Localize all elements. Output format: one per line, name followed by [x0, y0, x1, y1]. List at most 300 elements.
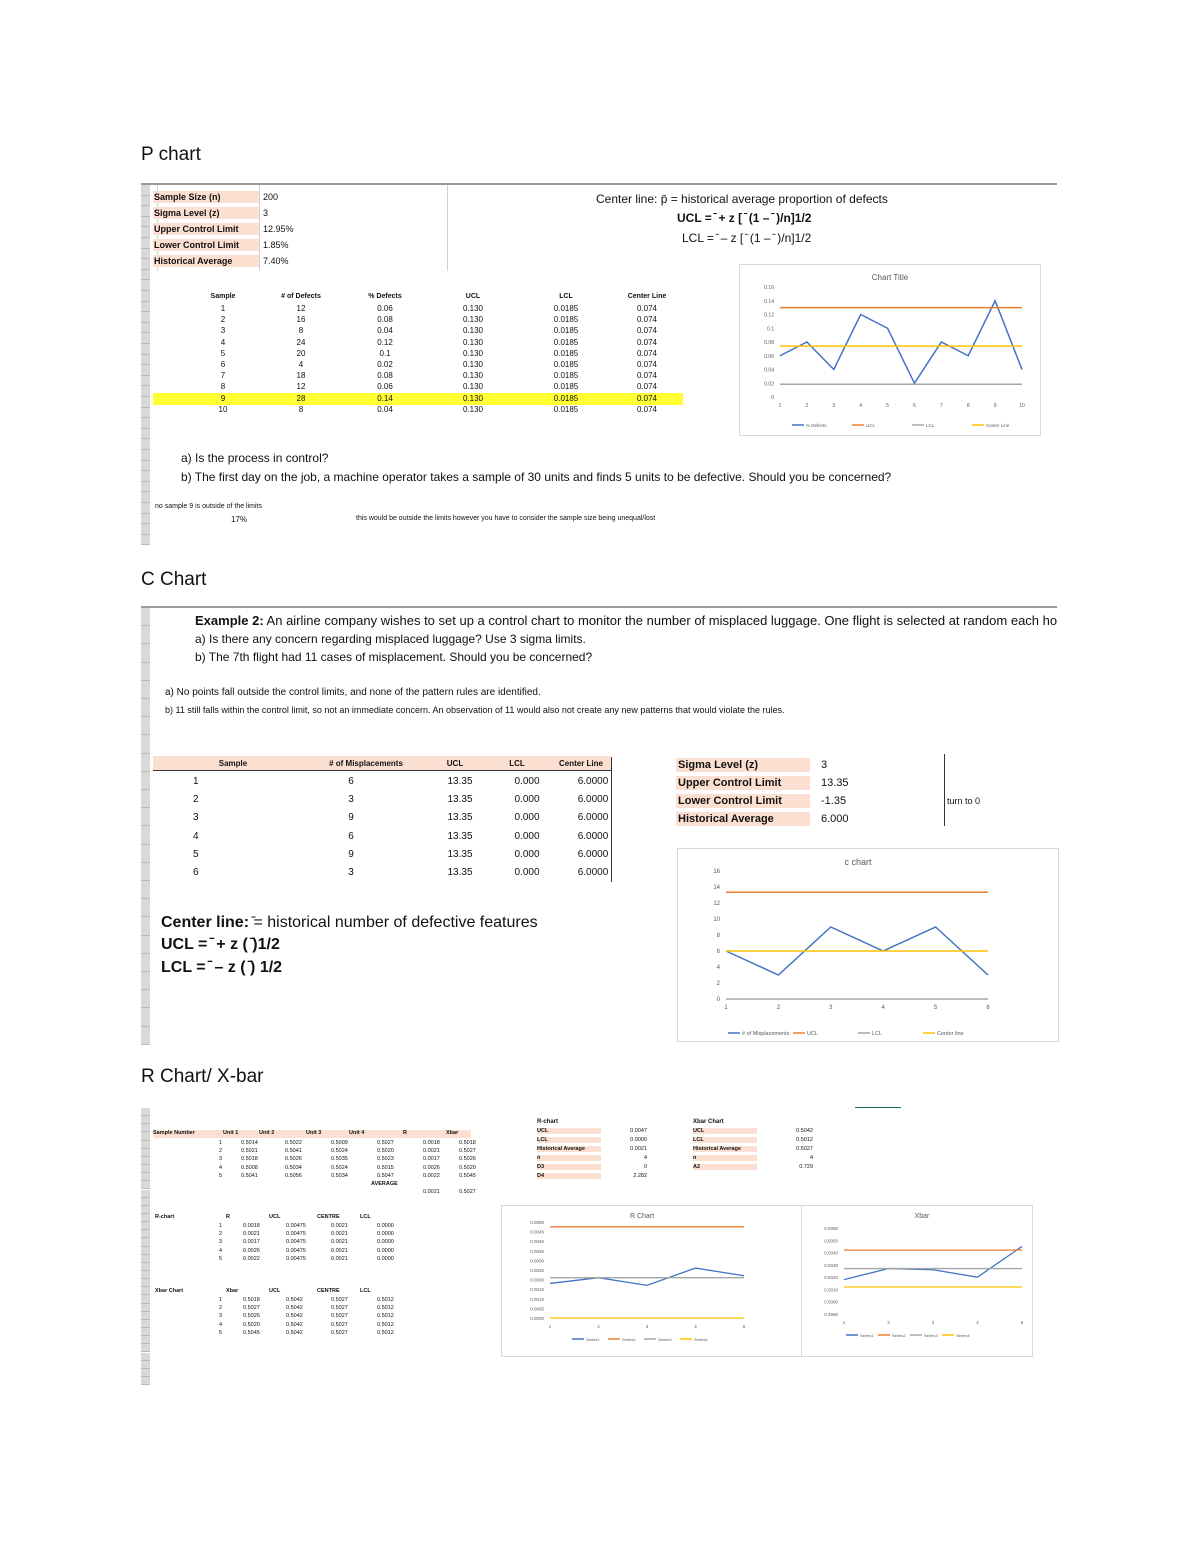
- row-number: [141, 1132, 150, 1140]
- x-tick-label: 5: [1020, 1320, 1024, 1325]
- legend-label: LCL: [926, 423, 935, 428]
- r-average-r: 0.0021: [423, 1189, 440, 1195]
- row-number: [141, 259, 150, 270]
- c-table-header: Sample: [218, 759, 248, 768]
- y-tick-label: 0.5010: [824, 1287, 838, 1293]
- x-tick-label: 4: [881, 1005, 885, 1011]
- p-table-cell: 1: [220, 304, 226, 313]
- row-number: [141, 808, 150, 826]
- row-number: [141, 418, 150, 429]
- c-chart-svg: [678, 849, 1058, 1041]
- c-table-cell: 13.35: [447, 794, 473, 806]
- row-number: [141, 644, 150, 662]
- x-tick-label: 3: [931, 1320, 935, 1325]
- p-table-cell: 0.04: [377, 404, 393, 414]
- row-number: [141, 450, 150, 461]
- y-tick-label: 0.0005: [530, 1306, 544, 1312]
- r-tbl-cell: 0.00475: [286, 1231, 306, 1238]
- p-question-b: b) The first day on the job, a machine operator takes a sample of 30 units and finds 5 units to be defective. Should you be concerned?: [181, 470, 892, 484]
- chart-title: c chart: [844, 857, 872, 867]
- row-number: [141, 1116, 150, 1124]
- r-chart-sheet: [141, 1106, 1057, 1386]
- c-question-b: b) The 7th flight had 11 cases of misplacement. Should you be concerned?: [195, 650, 593, 664]
- row-number: [141, 1287, 150, 1295]
- p-table-cell: 0.130: [462, 393, 484, 403]
- r-box-title: R-chart: [537, 1119, 559, 1125]
- c-table-header: LCL: [509, 759, 525, 768]
- r-box-label: Historical Average: [537, 1146, 601, 1152]
- r-table-cell: 4: [219, 1164, 223, 1171]
- series-line-1: [550, 1268, 744, 1285]
- row-number: [141, 863, 150, 881]
- p-table-cell: 10: [218, 404, 228, 414]
- row-number: [141, 1295, 150, 1303]
- y-tick-label: 0.0010: [530, 1296, 544, 1302]
- r-tbl-cell: 5: [219, 1255, 223, 1262]
- y-tick-label: 0.0050: [530, 1220, 544, 1225]
- p-table-cell: 8: [298, 326, 304, 336]
- c-table-cell: 6.0000: [577, 812, 609, 824]
- c-table-cell: 6: [193, 867, 199, 878]
- x-box-value: 4: [809, 1155, 813, 1161]
- y-tick-label: 0.4990: [824, 1312, 838, 1317]
- x-tick-label: 9: [993, 403, 997, 409]
- y-tick-label: 0.0020: [530, 1277, 544, 1283]
- p-table-cell: 8: [298, 404, 304, 414]
- p-table-cell: 0.074: [636, 337, 658, 347]
- row-number: [141, 1304, 150, 1312]
- y-tick-label: 0.04: [764, 367, 774, 374]
- p-table-cell: 0.130: [462, 304, 484, 313]
- c-table-cell: 0.000: [514, 794, 540, 806]
- y-tick-label: 0.5020: [824, 1275, 838, 1281]
- p-param-label: Lower Control Limit: [153, 239, 259, 251]
- y-tick-label: 0.0015: [530, 1287, 544, 1293]
- row-number: [141, 1230, 150, 1238]
- row-number: [141, 1271, 150, 1279]
- row-number: [141, 1312, 150, 1320]
- x-tbl-cell: 2: [219, 1305, 223, 1312]
- y-tick-label: 6: [716, 949, 720, 955]
- p-table-cell: 0.074: [636, 382, 658, 392]
- r-tbl-title: R-chart: [155, 1214, 175, 1220]
- row-number: [141, 1198, 150, 1206]
- x-tbl-cell: 0.5020: [243, 1321, 260, 1328]
- c-table-cell: 0.000: [514, 848, 540, 860]
- p-table-cell: 8: [220, 382, 226, 392]
- y-tick-label: 0.06: [764, 353, 774, 360]
- r-tbl-cell: 0.0022: [243, 1255, 260, 1262]
- row-number: [141, 1377, 150, 1385]
- c-center-line-text: ̄= historical number of defective features: [249, 914, 538, 931]
- row-number: [141, 280, 150, 291]
- row-number: [141, 1165, 150, 1173]
- p-table-cell: 0.0185: [553, 393, 579, 403]
- row-number: [141, 461, 150, 472]
- row-number: [141, 376, 150, 387]
- c-table-cell: 5: [193, 848, 199, 860]
- x-tbl-cell: 0.5045: [243, 1329, 260, 1336]
- p-table-cell: 2: [220, 315, 226, 325]
- legend-label: Series4: [956, 1333, 970, 1338]
- p-table-cell: 0.0185: [553, 348, 579, 358]
- c-answer-a: a) No points fall outside the control limits, and none of the pattern rules are identified.: [165, 687, 541, 698]
- row-number: [141, 1027, 150, 1045]
- x-tbl-cell: 1: [219, 1297, 223, 1303]
- r-table-cell: 0.5026: [285, 1156, 302, 1163]
- r-table-cell: 0.5015: [377, 1164, 394, 1171]
- x-tbl-cell: 0.5027: [331, 1297, 348, 1303]
- x-tbl-cell: 0.5042: [286, 1321, 303, 1328]
- r-table-cell: 3: [219, 1156, 223, 1163]
- x-box-label: n: [693, 1155, 757, 1161]
- c-question-a: a) Is there any concern regarding misplaced luggage? Use 3 sigma limits.: [195, 632, 586, 646]
- x-tick-label: 5: [886, 403, 889, 409]
- y-tick-label: 0.0025: [530, 1268, 544, 1273]
- p-table-cell: 0.1: [379, 348, 391, 358]
- c-table-header: # of Misplacements: [329, 759, 403, 768]
- p-table-cell: 0.04: [377, 326, 393, 336]
- row-number: [141, 397, 150, 408]
- legend-label: Series3: [924, 1333, 938, 1338]
- row-number: [141, 1108, 150, 1116]
- c-table-cell: 3: [348, 794, 354, 806]
- row-number: [141, 1247, 150, 1255]
- row-number: [141, 217, 150, 228]
- r-chart-heading: R Chart/ X-bar: [141, 1066, 264, 1087]
- r-table-cell: 0.5027: [459, 1148, 476, 1155]
- row-number: [141, 492, 150, 503]
- c-table-cell: 3: [193, 812, 199, 824]
- p-table-cell: 0.0185: [553, 315, 579, 325]
- row-number: [141, 1157, 150, 1165]
- x-box-label: Historical Average: [693, 1146, 757, 1152]
- row-number: [141, 185, 150, 196]
- x-tbl-cell: 0.5012: [377, 1305, 394, 1312]
- p-chart-heading: P chart: [141, 144, 201, 165]
- c-turn-note: turn to 0: [947, 796, 981, 806]
- y-tick-label: 0.02: [764, 381, 774, 388]
- y-tick-label: 0.0045: [530, 1229, 544, 1235]
- p-table-cell: 7: [220, 371, 226, 381]
- c-example-text: [195, 613, 1057, 628]
- row-number: [141, 535, 150, 546]
- row-number: [141, 845, 150, 863]
- p-table-cell: 0.08: [377, 315, 393, 325]
- row-number: [141, 365, 150, 376]
- row-number: [141, 936, 150, 954]
- x-tbl-header: LCL: [360, 1288, 371, 1294]
- row-number: [141, 1353, 150, 1361]
- r-table-cell: 0.5034: [331, 1172, 348, 1179]
- x-tbl-cell: 0.5027: [331, 1305, 348, 1312]
- row-number: [141, 1361, 150, 1369]
- y-tick-label: 0.0000: [530, 1316, 544, 1321]
- y-tick-label: 0.5000: [824, 1299, 838, 1305]
- p-table-cell: 24: [296, 337, 306, 347]
- c-table-cell: 13.35: [447, 776, 473, 787]
- r-table-header: Unit 1: [223, 1130, 239, 1136]
- r-tbl-cell: 0.0000: [377, 1239, 394, 1246]
- x-box-value: 0.5012: [796, 1137, 813, 1143]
- row-number: [141, 699, 150, 717]
- x-tick-label: 2: [887, 1320, 890, 1325]
- r-box-label: UCL: [537, 1128, 601, 1134]
- c-table-header: Center Line: [558, 759, 603, 768]
- r-tbl-header: LCL: [360, 1214, 371, 1220]
- p-table-cell: 0.130: [462, 326, 484, 336]
- row-number: [141, 1320, 150, 1328]
- p-note-2-text: this would be outside the limits however you have to consider the sample size being unequal/lost: [356, 515, 656, 522]
- r-table-cell: 0.5022: [285, 1140, 302, 1146]
- row-number: [141, 1124, 150, 1132]
- row-number: [141, 1008, 150, 1026]
- p-chart: [739, 264, 1041, 436]
- x-tick-label: 4: [694, 1324, 697, 1329]
- row-number: [141, 1149, 150, 1157]
- r-table-cell: 0.5041: [241, 1172, 258, 1179]
- legend-label: Center Line: [986, 423, 1010, 428]
- y-tick-label: 0: [716, 997, 720, 1003]
- x-tbl-header: UCL: [269, 1288, 281, 1294]
- row-number: [141, 1173, 150, 1181]
- p-table-cell: 0.074: [636, 348, 658, 358]
- row-number: [141, 1214, 150, 1222]
- p-table-cell: 20: [296, 348, 306, 358]
- row-number: [141, 344, 150, 355]
- c-table-cell: 13.35: [447, 848, 473, 860]
- x-tbl-cell: 0.5012: [377, 1329, 394, 1336]
- r-table-cell: 0.0021: [423, 1148, 440, 1155]
- p-table-cell: 0.074: [636, 393, 658, 403]
- p-table-cell: 0.06: [377, 304, 393, 313]
- r-box-value: 0.0047: [630, 1128, 647, 1134]
- x-tick-label: 1: [724, 1005, 728, 1011]
- row-number: [141, 1238, 150, 1246]
- legend-label: Series2: [622, 1337, 636, 1342]
- y-tick-label: 0.0035: [530, 1248, 544, 1254]
- r-chart-svg: [502, 1206, 802, 1356]
- x-tick-label: 1: [548, 1324, 552, 1329]
- p-table-cell: 0.130: [462, 360, 484, 369]
- p-table-cell: 0.130: [462, 404, 484, 414]
- r-table-cell: 0.5026: [459, 1156, 476, 1163]
- y-tick-label: 16: [713, 869, 720, 875]
- row-number: [141, 1190, 150, 1198]
- row-number: [141, 291, 150, 302]
- legend-label: Series1: [860, 1333, 874, 1338]
- x-tbl-cell: 0.5012: [377, 1321, 394, 1328]
- row-number: [141, 333, 150, 344]
- x-tbl-cell: 0.5018: [243, 1297, 260, 1303]
- c-answer-b: b) 11 still falls within the control limit, so not an immediate concern. An observation of 11 would also not create any new patterns that would violate the rules.: [165, 705, 785, 715]
- p-table-cell: 0.0185: [553, 304, 579, 313]
- r-table-cell: 0.0018: [423, 1140, 440, 1146]
- y-tick-label: 8: [716, 933, 720, 939]
- r-table-cell: 0.5045: [459, 1172, 476, 1179]
- p-table-cell: 12: [296, 304, 306, 313]
- x-tick-label: 3: [832, 403, 836, 409]
- row-number: [141, 482, 150, 493]
- p-center-line-formula: Center line: p̄ = historical average proportion of defects: [596, 192, 888, 206]
- c-table-cell: 13.35: [447, 830, 473, 842]
- p-table-cell: 0.130: [462, 382, 484, 392]
- row-number: [141, 312, 150, 323]
- x-tick-label: 6: [986, 1005, 990, 1011]
- r-box-label: D3: [537, 1164, 601, 1170]
- y-tick-label: 0.5050: [824, 1238, 838, 1244]
- c-ucl-formula: UCL = ̄ + z ( ̄)1/2: [161, 936, 280, 953]
- r-tbl-cell: 0.0017: [243, 1239, 260, 1246]
- x-tbl-cell: 0.5042: [286, 1313, 303, 1320]
- legend-label: LCL: [872, 1031, 883, 1037]
- r-tbl-cell: 0.0018: [243, 1223, 260, 1229]
- legend-label: # of Misplacements: [742, 1031, 790, 1037]
- row-number: [141, 754, 150, 772]
- x-tick-label: 8: [966, 403, 970, 409]
- r-table-cell: 5: [219, 1172, 223, 1179]
- r-table-cell: 0.5047: [377, 1172, 394, 1179]
- p-table-cell: 12: [296, 382, 306, 392]
- r-box-value: 2.282: [633, 1173, 647, 1179]
- c-table-cell: 6: [348, 830, 354, 842]
- c-center-line-bold: Center line:: [161, 914, 250, 931]
- p-param-value: 3: [263, 208, 269, 218]
- r-table-cell: 0.5018: [241, 1156, 258, 1163]
- p-param-value: 12.95%: [263, 224, 294, 234]
- row-number: [141, 681, 150, 699]
- p-table-cell: 5: [220, 348, 226, 358]
- c-table-cell: 2: [193, 794, 199, 806]
- c-table-cell: 6.0000: [577, 794, 609, 806]
- y-tick-label: 0.12: [764, 312, 774, 319]
- p-table-cell: 0.0185: [553, 337, 579, 347]
- r-table-cell: 0.0017: [423, 1156, 440, 1163]
- p-table-header: Sample: [210, 293, 236, 300]
- x-tbl-cell: 0.5026: [243, 1313, 260, 1320]
- r-table-cell: 0.5018: [459, 1140, 476, 1146]
- row-number: [141, 881, 150, 899]
- p-table-cell: 0.02: [377, 360, 393, 369]
- r-tbl-cell: 0.00475: [286, 1239, 306, 1246]
- xbar-chart-svg: [802, 1206, 1032, 1356]
- p-table-cell: 0.08: [377, 371, 393, 381]
- x-tbl-cell: 4: [219, 1321, 223, 1328]
- row-number: [141, 1255, 150, 1263]
- row-number: [141, 899, 150, 917]
- x-tbl-header: Xbar: [226, 1288, 239, 1294]
- p-param-value: 7.40%: [263, 256, 289, 266]
- x-tick-label: 7: [939, 403, 943, 409]
- row-number: [141, 1222, 150, 1230]
- c-chart-heading: C Chart: [141, 569, 207, 590]
- x-box-label: A2: [693, 1164, 757, 1170]
- row-number: [141, 1279, 150, 1287]
- p-table-header: UCL: [465, 293, 481, 300]
- p-param-value: 200: [263, 192, 279, 202]
- row-number: [141, 1181, 150, 1189]
- x-tick-label: 5: [742, 1324, 746, 1329]
- p-table-cell: 0.0185: [553, 360, 579, 369]
- x-tbl-cell: 0.5027: [331, 1321, 348, 1328]
- p-table-cell: 0.130: [462, 348, 484, 358]
- c-param-value: 6.000: [821, 813, 849, 825]
- c-table-cell: 6.0000: [577, 830, 609, 842]
- c-chart: [677, 848, 1059, 1042]
- c-example-body: An airline company wishes to set up a control chart to monitor the number of misplaced luggage. One flight is selected at random each ho: [263, 613, 1058, 628]
- c-table-cell: 13.35: [447, 867, 473, 878]
- row-number: [141, 717, 150, 735]
- p-table-cell: 0.074: [636, 360, 658, 369]
- p-table-header: # of Defects: [281, 293, 321, 300]
- r-table-cell: 0.5034: [285, 1164, 302, 1171]
- series-line-1: [844, 1246, 1022, 1279]
- c-param-label: Sigma Level (z): [676, 758, 810, 772]
- y-tick-label: 0.5040: [824, 1250, 838, 1256]
- row-number: [141, 1336, 150, 1344]
- p-table-cell: 0.074: [636, 404, 658, 414]
- r-box-label: LCL: [537, 1137, 601, 1143]
- y-tick-label: 0.1: [767, 326, 774, 333]
- row-number: [141, 386, 150, 397]
- c-example-bold: Example 2:: [195, 613, 264, 628]
- r-box-value: 4: [643, 1155, 647, 1161]
- row-number: [141, 323, 150, 334]
- c-center-line-def: [161, 914, 538, 932]
- p-param-label: Historical Average: [153, 255, 259, 267]
- r-tbl-cell: 0.0000: [377, 1231, 394, 1238]
- p-table-cell: 0.0185: [553, 326, 579, 336]
- r-table-header: Unit 3: [306, 1130, 322, 1136]
- c-table-cell: 6.0000: [577, 776, 609, 787]
- x-tbl-cell: 3: [219, 1313, 223, 1320]
- chart-title: R Chart: [629, 1213, 655, 1220]
- legend-label: Series1: [586, 1337, 600, 1342]
- r-tbl-cell: 0.0021: [331, 1231, 348, 1238]
- y-tick-label: 0.08: [764, 340, 774, 346]
- r-tbl-cell: 0.0021: [331, 1223, 348, 1229]
- r-box-value: 0: [643, 1164, 647, 1170]
- chart-title: Chart Title: [871, 273, 909, 282]
- x-tbl-cell: 0.5042: [286, 1329, 303, 1336]
- y-tick-label: 0.5030: [824, 1262, 838, 1268]
- r-tbl-cell: 0.0021: [243, 1231, 260, 1238]
- r-box-label: D4: [537, 1173, 601, 1179]
- c-table-cell: 1: [193, 776, 199, 787]
- r-chart: [501, 1205, 803, 1357]
- c-table-cell: 6: [348, 776, 354, 787]
- x-box-title: Xbar Chart: [693, 1119, 724, 1125]
- p-param-label: Sample Size (n): [153, 191, 259, 203]
- x-tick-label: 3: [829, 1005, 833, 1011]
- r-table-cell: 2: [219, 1148, 223, 1155]
- row-number: [141, 772, 150, 790]
- r-tbl-cell: 4: [219, 1247, 223, 1254]
- r-table-cell: 0.5035: [331, 1156, 348, 1163]
- row-number: [141, 1344, 150, 1352]
- r-average-label: AVERAGE: [371, 1181, 398, 1187]
- x-tbl-header: CENTRE: [317, 1288, 340, 1294]
- p-chart-sheet: [141, 183, 1057, 545]
- row-number: [141, 1206, 150, 1214]
- row-number: [141, 429, 150, 440]
- p-table-cell: 0.074: [636, 326, 658, 336]
- legend-label: UCL: [866, 423, 876, 428]
- p-table-cell: 0.130: [462, 315, 484, 325]
- p-table-cell: 0.0185: [553, 382, 579, 392]
- legend-label: Series2: [892, 1333, 906, 1338]
- x-tick-label: 10: [1019, 403, 1025, 409]
